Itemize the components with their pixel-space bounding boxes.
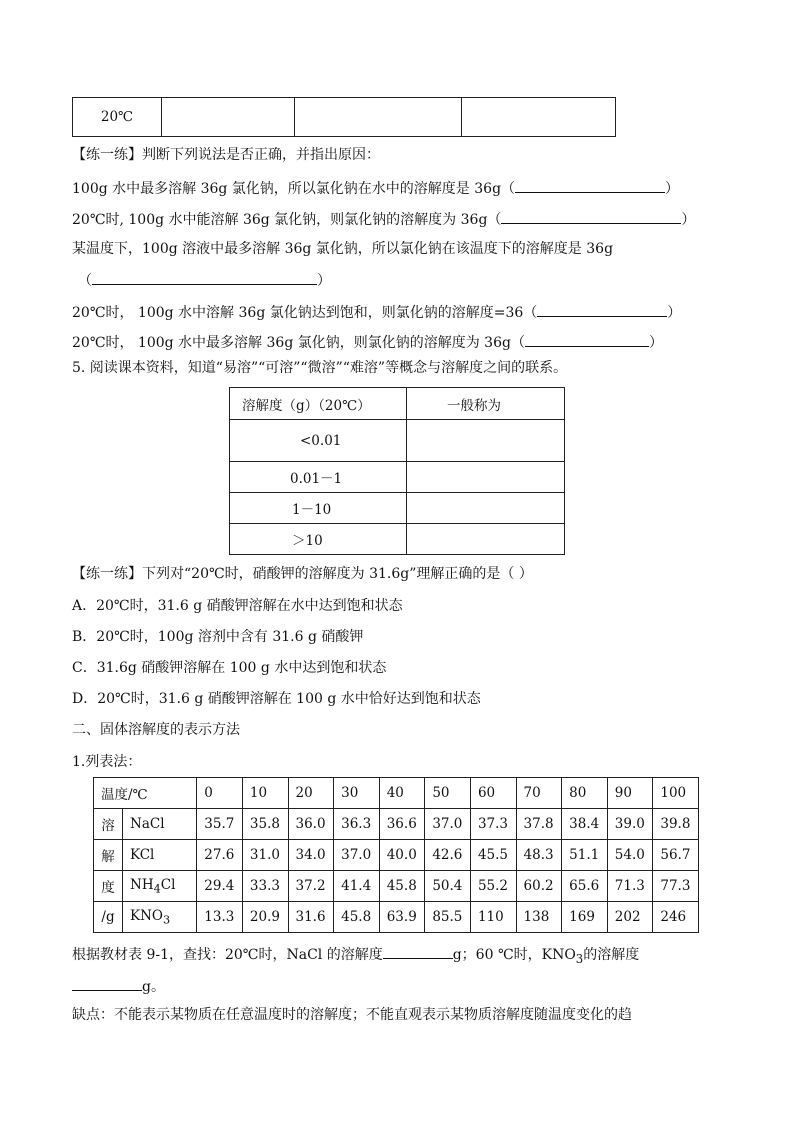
table-cell-label: 20℃: [73, 98, 162, 137]
value-cell: 13.3: [197, 902, 243, 933]
formula-main: NH: [130, 876, 154, 893]
table-cell: ＞10: [230, 524, 407, 555]
temp-cell: 90: [607, 778, 653, 809]
option-c: C．31.6g 硝酸钾溶解在 100 g 水中达到饱和状态: [72, 660, 387, 676]
temp-cell: 20: [288, 778, 334, 809]
lookup-question: [72, 944, 639, 968]
substance-name: NaCl: [123, 809, 197, 840]
value-cell: 63.9: [379, 902, 425, 933]
item-text: 100g 水中最多溶解 36g 氯化钠，所以氯化钠在水中的溶解度是 36g（: [72, 181, 516, 197]
lookup-text: g；60 ℃时，KNO: [452, 947, 576, 963]
table-cell: [407, 462, 565, 493]
value-cell: 54.0: [607, 840, 653, 871]
answer-blank[interactable]: [515, 178, 665, 193]
practice1-item-5: [72, 332, 663, 352]
value-cell: 85.5: [425, 902, 471, 933]
value-cell: 37.2: [288, 871, 334, 902]
option-d: D．20℃时，31.6 g 硝酸钾溶解在 100 g 水中恰好达到饱和状态: [72, 691, 481, 707]
practice1-item-2: [72, 209, 695, 229]
value-cell: 36.3: [334, 809, 380, 840]
value-cell: 37.0: [334, 840, 380, 871]
value-cell: 48.3: [516, 840, 562, 871]
table-cell: [407, 420, 565, 462]
temp-cell: 50: [425, 778, 471, 809]
table-row: [94, 902, 699, 933]
value-cell: 35.8: [242, 809, 288, 840]
value-cell: 45.5: [470, 840, 516, 871]
value-cell: 45.8: [334, 902, 380, 933]
value-cell: 56.7: [653, 840, 699, 871]
value-cell: 110: [470, 902, 516, 933]
paren: ）: [648, 335, 663, 351]
table-row: [94, 809, 699, 840]
formula-sub: 4: [153, 882, 161, 896]
value-cell: 55.2: [470, 871, 516, 902]
value-cell: 37.0: [425, 809, 471, 840]
item-text: 20℃时, 100g 水中能溶解 36g 氯化钠，则氯化钠的溶解度为 36g（: [72, 212, 502, 228]
side-label: 度: [94, 871, 123, 902]
option-a: A．20℃时，31.6 g 硝酸钾溶解在水中达到饱和状态: [72, 598, 403, 614]
temp-cell: 100: [653, 778, 699, 809]
substance-name: KCl: [123, 840, 197, 871]
table-cell: 0.01－1: [230, 462, 407, 493]
table-row: [230, 420, 565, 462]
formula-sub: 3: [575, 951, 584, 966]
value-cell: 71.3: [607, 871, 653, 902]
section2-sub: 1.列表法：: [72, 754, 142, 770]
top-table: [72, 97, 616, 137]
value-cell: 27.6: [197, 840, 243, 871]
option-b: B．20℃时，100g 溶剂中含有 31.6 g 硝酸钾: [72, 629, 364, 645]
value-cell: 51.1: [562, 840, 608, 871]
table-row: [94, 778, 699, 809]
table-header: 溶解度（g）（20℃）: [230, 388, 407, 420]
temp-cell: 60: [470, 778, 516, 809]
value-cell: 45.8: [379, 871, 425, 902]
table-cell: [162, 98, 295, 137]
section5-text: 5. 阅读课本资料，知道“易溶”“可溶”“微溶”“难溶”等概念与溶解度之间的联系。: [72, 360, 568, 376]
value-cell: 37.3: [470, 809, 516, 840]
value-cell: 77.3: [653, 871, 699, 902]
lookup-question-cont: [72, 976, 165, 996]
value-cell: 31.0: [242, 840, 288, 871]
formula-main: KNO: [130, 907, 163, 924]
table-row: [230, 493, 565, 524]
table-cell: 1－10: [230, 493, 407, 524]
side-label: 溶: [94, 809, 123, 840]
table-row: [230, 462, 565, 493]
table-row: [230, 388, 565, 420]
drawback-text: 缺点：不能表示某物质在任意温度时的溶解度；不能直观表示某物质溶解度随温度变化的趋: [72, 1007, 632, 1023]
value-cell: 41.4: [334, 871, 380, 902]
paren: ）: [317, 273, 331, 289]
value-cell: 39.8: [653, 809, 699, 840]
table-cell: [407, 493, 565, 524]
answer-blank[interactable]: [92, 270, 317, 285]
paren: ）: [681, 212, 696, 228]
value-cell: 38.4: [562, 809, 608, 840]
temp-cell: 30: [334, 778, 380, 809]
value-cell: 35.7: [197, 809, 243, 840]
table-header: 一般称为: [407, 388, 565, 420]
value-cell: 33.3: [242, 871, 288, 902]
value-cell: 65.6: [562, 871, 608, 902]
value-cell: 37.8: [516, 809, 562, 840]
value-cell: 50.4: [425, 871, 471, 902]
temp-label: 温度/℃: [94, 778, 197, 809]
side-label: /g: [94, 902, 123, 933]
substance-name: [123, 871, 197, 902]
item-text: 20℃时， 100g 水中溶解 36g 氯化钠达到饱和，则氯化钠的溶解度=36（: [72, 305, 538, 321]
answer-blank[interactable]: [537, 302, 667, 317]
value-cell: 169: [562, 902, 608, 933]
table-row: [94, 871, 699, 902]
paren: （: [78, 273, 92, 289]
substance-name: [123, 902, 197, 933]
section2-heading: 二、固体溶解度的表示方法: [72, 722, 240, 738]
value-cell: 202: [607, 902, 653, 933]
value-cell: 60.2: [516, 871, 562, 902]
table-row: [230, 524, 565, 555]
paren: ）: [667, 305, 682, 321]
value-cell: 36.0: [288, 809, 334, 840]
value-cell: 42.6: [425, 840, 471, 871]
temp-cell: 80: [562, 778, 608, 809]
temp-cell: 0: [197, 778, 243, 809]
table-row: [73, 98, 616, 137]
practice1-item-3: 某温度下，100g 溶液中最多溶解 36g 氯化钠，所以氯化钠在该温度下的溶解度是 36g: [72, 241, 614, 257]
value-cell: 29.4: [197, 871, 243, 902]
paren: ）: [665, 181, 680, 197]
table-cell: [295, 98, 462, 137]
answer-blank[interactable]: [501, 209, 681, 224]
value-cell: 31.6: [288, 902, 334, 933]
lookup-text: 的溶解度: [583, 947, 640, 963]
table-cell: [407, 524, 565, 555]
value-cell: 34.0: [288, 840, 334, 871]
temp-cell: 40: [379, 778, 425, 809]
value-cell: 138: [516, 902, 562, 933]
practice1-item-4: [72, 302, 681, 322]
value-cell: 36.6: [379, 809, 425, 840]
answer-blank[interactable]: [72, 976, 142, 991]
value-cell: 20.9: [242, 902, 288, 933]
table-row: [94, 840, 699, 871]
temp-cell: 10: [242, 778, 288, 809]
formula-sub: 3: [162, 913, 171, 927]
practice2-question: 【练一练】下列对“20℃时，硝酸钾的溶解度为 31.6g”理解正确的是（ ）: [72, 566, 533, 582]
practice1-item-3-answer: [78, 270, 331, 290]
practice1-item-1: [72, 178, 679, 198]
table-cell: [462, 98, 616, 137]
solubility-class-table: [229, 387, 565, 555]
lookup-text: 根据教材表 9-1，查找：20℃时，NaCl 的溶解度: [72, 947, 383, 963]
value-cell: 40.0: [379, 840, 425, 871]
side-label: 解: [94, 840, 123, 871]
value-cell: 39.0: [607, 809, 653, 840]
answer-blank[interactable]: [383, 944, 453, 959]
lookup-text: g。: [142, 979, 165, 995]
formula-end: Cl: [160, 876, 176, 893]
practice1-heading: 【练一练】判断下列说法是否正确，并指出原因：: [72, 147, 380, 163]
answer-blank[interactable]: [525, 332, 649, 347]
item-text: 20℃时， 100g 水中最多溶解 36g 氯化钠，则氯化钠的溶解度为 36g（: [72, 335, 525, 351]
value-cell: 246: [653, 902, 699, 933]
temp-cell: 70: [516, 778, 562, 809]
solubility-data-table: [93, 777, 699, 933]
table-cell: <0.01: [230, 420, 407, 462]
